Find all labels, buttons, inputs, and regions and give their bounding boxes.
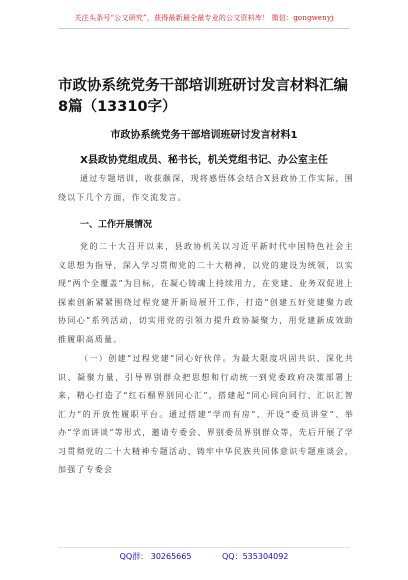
intro-paragraph: 通过专题培训，收获颇深，现将感悟体会结合X县政协工作实际，围绕以下几个方面，作交流发言。 — [58, 174, 354, 202]
document-subtitle: 市政协系统党务干部培训班研讨发言材料1 — [110, 130, 298, 141]
footer-divider — [58, 547, 350, 548]
top-banner — [0, 0, 408, 36]
footer-qq-contact: QQ：535304092 — [222, 552, 289, 561]
footer — [0, 551, 408, 562]
footer-qq-group: QQ群： 30265665 — [119, 552, 192, 561]
body-paragraph-1: 党的二十大召开以来，县政协机关以习近平新时代中国特色社会主义思想为指导，深入学习贯彻党的二十大精神，以党的建设为统领，以实现“两个全覆盖”为目标，在凝心铸魂上持续用力，在党建、业务双促进上探索创新紧紧围绕过程党建开新局展开工作，打造“创建五好党建聚力政协同心”系列活动，切实用党的引领力提升政协凝聚力，用党建新成效助推履职高质量。 — [58, 242, 354, 344]
body-paragraph-2: （一）创建“过程党建”同心好伙伴。为最大限度巩固共识、深化共识、凝聚力量，引导界别群众把思想和行动统一到党委政府决策部署上来，精心打造了“红石榴界别同心汇”，搭建起“同心同向同行、汇识汇智汇力”的开放性履职平台。通过搭建“学而有房”、开设“委员讲堂”、举办“学而讲谈”等形式，邀请专委会、界别委员界别群众等，先后开展了学习贯彻党的二十大精神专题活动、铸牢中华民族共同体意识专题座谈会，加强了专委会 — [58, 354, 354, 474]
banner-text: 关注头条号“公文研究”，获得最新最全最专业的公文资料库！ 微信：gongwenyj — [74, 14, 334, 22]
section-heading: 一、工作开展情况 — [80, 220, 153, 230]
document-title: 市政协系统党务干部培训班研讨发言材料汇编8篇（13310字） — [58, 78, 348, 115]
author-byline: X县政协党组成员、秘书长，机关党组书记、办公室主任 — [80, 155, 328, 166]
header-divider — [58, 28, 350, 29]
